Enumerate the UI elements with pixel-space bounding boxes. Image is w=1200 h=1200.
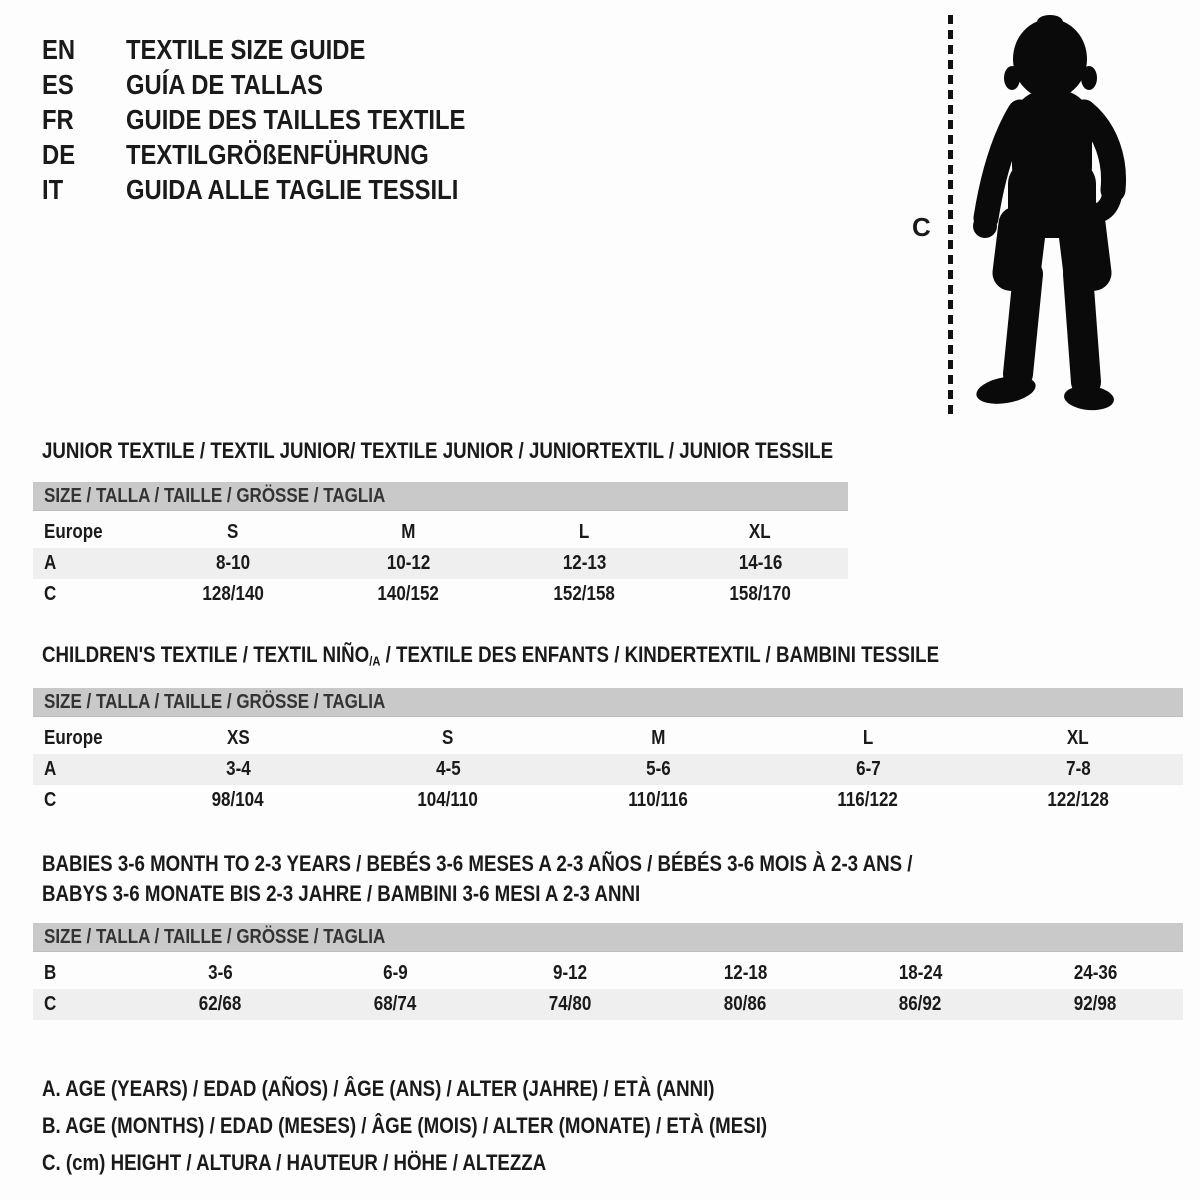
size-header-bar: SIZE / TALLA / TAILLE / GRÖSSE / TAGLIA — [33, 923, 1183, 952]
lang-row-es — [42, 67, 525, 102]
table-row-a — [33, 548, 848, 579]
table-header-row — [33, 723, 1183, 754]
table-cell: 18-24 — [898, 962, 943, 984]
table-cell: 152/158 — [553, 583, 616, 605]
table-cell: 92/98 — [1008, 989, 1183, 1020]
table-cell: S — [227, 521, 239, 543]
table-cell: M — [650, 727, 666, 749]
table-cell: 68/74 — [308, 989, 483, 1020]
height-measure-dashed-line — [948, 15, 953, 415]
table-cell: 62/68 — [133, 989, 308, 1020]
lang-row-fr — [42, 102, 525, 137]
table-cell: 24-36 — [1073, 962, 1118, 984]
lang-code: FR — [42, 104, 74, 135]
table-cell: 5-6 — [553, 754, 763, 785]
table-cell: 7-8 — [973, 754, 1183, 785]
table-cell: 10-12 — [321, 548, 497, 579]
table-cell: L — [862, 727, 874, 749]
children-table — [33, 688, 1183, 816]
figure-height-label: C — [912, 212, 931, 242]
table-row-c — [33, 785, 1183, 816]
table-cell: 104/110 — [417, 789, 479, 811]
legend-line-b: B. AGE (MONTHS) / EDAD (MESES) / ÂGE (MOIS) / ALTER (MONATE) / ETÀ (MESI) — [42, 1113, 768, 1138]
table-row-b — [33, 958, 1183, 989]
table-cell: 80/86 — [658, 989, 833, 1020]
lang-row-en — [42, 32, 525, 67]
babies-section-title: BABIES 3-6 MONTH TO 2-3 YEARS / BEBÉS 3-6 MESES A 2-3 AÑOS / BÉBÉS 3-6 MOIS À 2-3 ANS / BABYS 3-6 MONATE BIS 2-3 JAHRE / BAMBINI 3-6 MESI A 2-3 ANNI — [42, 851, 913, 906]
size-header-bar: SIZE / TALLA / TAILLE / GRÖSSE / TAGLIA — [33, 482, 848, 511]
lang-row-de — [42, 137, 525, 172]
lang-title: TEXTILGRÖßENFÜHRUNG — [125, 139, 429, 170]
table-cell: 86/92 — [833, 989, 1008, 1020]
table-cell: 74/80 — [483, 989, 658, 1020]
lang-title: GUÍA DE TALLAS — [125, 69, 323, 100]
toddler-silhouette-icon — [962, 12, 1142, 417]
table-cell: 12-18 — [723, 962, 768, 984]
table-cell: Europe — [44, 521, 103, 543]
table-header-row — [33, 517, 848, 548]
lang-code: ES — [42, 69, 74, 100]
table-cell: M — [401, 521, 416, 543]
table-cell: 9-12 — [553, 962, 588, 984]
table-cell: 122/128 — [1047, 789, 1109, 811]
table-cell: 12-13 — [497, 548, 673, 579]
table-cell: 128/140 — [202, 583, 264, 605]
table-row-c — [33, 989, 1183, 1020]
table-cell: Europe — [44, 727, 103, 749]
junior-table — [33, 482, 848, 610]
lang-code: IT — [42, 174, 64, 205]
row-label: C — [44, 583, 57, 605]
row-label: B — [44, 962, 57, 984]
table-cell: 158/170 — [729, 583, 791, 605]
babies-size-table — [33, 958, 1183, 1020]
table-cell: L — [579, 521, 590, 543]
table-cell: 6-7 — [763, 754, 973, 785]
lang-code: DE — [42, 139, 76, 170]
table-cell: S — [442, 727, 454, 749]
table-cell: 6-9 — [383, 962, 408, 984]
legend-line-c: C. (cm) HEIGHT / ALTURA / HAUTEUR / HÖHE / ALTEZZA — [42, 1150, 547, 1175]
lang-row-it — [42, 172, 525, 207]
children-section-title: CHILDREN'S TEXTILE / TEXTIL NIÑO/A / TEXTILE DES ENFANTS / KINDERTEXTIL / BAMBINI TESSILE — [42, 642, 940, 669]
lang-title: TEXTILE SIZE GUIDE — [125, 34, 366, 65]
table-row-a — [33, 754, 1183, 785]
table-cell: 110/116 — [628, 789, 688, 811]
row-label: C — [33, 989, 133, 1020]
table-cell: 140/152 — [377, 583, 440, 605]
title-subscript: /A — [369, 653, 381, 669]
junior-size-table — [33, 517, 848, 610]
babies-table — [33, 923, 1183, 1020]
table-cell: 3-4 — [133, 754, 343, 785]
row-label: C — [44, 789, 57, 811]
table-cell: 116/122 — [837, 789, 899, 811]
row-label: A — [33, 754, 133, 785]
children-size-table — [33, 723, 1183, 816]
row-label: A — [33, 548, 145, 579]
lang-title: GUIDA ALLE TAGLIE TESSILI — [125, 174, 459, 205]
language-title-list — [42, 32, 525, 207]
legend-line-a: A. AGE (YEARS) / EDAD (AÑOS) / ÂGE (ANS) / ALTER (JAHRE) / ETÀ (ANNI) — [42, 1076, 715, 1101]
table-cell: 8-10 — [145, 548, 321, 579]
table-cell: 14-16 — [672, 548, 848, 579]
table-row-c — [33, 579, 848, 610]
table-cell: XS — [226, 727, 250, 749]
size-header-bar: SIZE / TALLA / TAILLE / GRÖSSE / TAGLIA — [33, 688, 1183, 717]
junior-section-title: JUNIOR TEXTILE / TEXTIL JUNIOR/ TEXTILE JUNIOR / JUNIORTEXTIL / JUNIOR TESSILE — [42, 438, 834, 463]
table-cell: 4-5 — [343, 754, 553, 785]
table-cell: XL — [1067, 727, 1089, 749]
table-cell: 98/104 — [211, 789, 264, 811]
legend-block — [42, 1070, 895, 1181]
table-cell: XL — [749, 521, 771, 543]
lang-code: EN — [42, 34, 76, 65]
table-cell: 3-6 — [208, 962, 233, 984]
lang-title: GUIDE DES TAILLES TEXTILE — [125, 104, 466, 135]
